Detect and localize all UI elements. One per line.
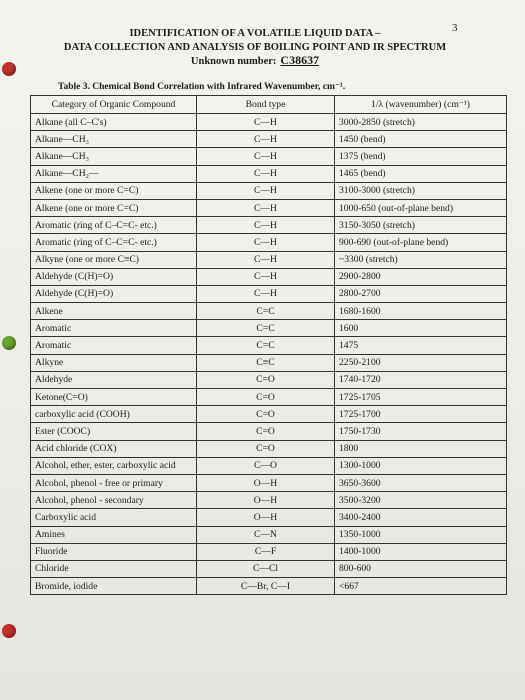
bond-type-cell: C=O [197, 440, 335, 457]
wavenumber-cell: 3000-2850 (stretch) [335, 114, 507, 131]
table-row [31, 199, 507, 216]
compound-category-cell: Alcohol, phenol - secondary [31, 492, 197, 509]
compound-category-cell: Aldehyde (C(H)=O) [31, 285, 197, 302]
page-number: 3 [452, 22, 458, 34]
compound-category-cell: Alkyne (one or more C≡C) [31, 251, 197, 268]
bond-type-cell: C—N [197, 526, 335, 543]
bond-type-cell: C—H [197, 251, 335, 268]
column-header-category: Category of Organic Compound [31, 96, 197, 114]
table-row [31, 114, 507, 131]
table-header-row [31, 96, 507, 114]
table-row [31, 440, 507, 457]
header-title-line-1: IDENTIFICATION OF A VOLATILE LIQUID DATA – [129, 28, 381, 39]
compound-category-cell: Alkane (all C–C's) [31, 114, 197, 131]
compound-category-cell: Aromatic (ring of C–C=C- etc.) [31, 234, 197, 251]
compound-category-cell: Chloride [31, 560, 197, 577]
bond-type-cell: C—H [197, 217, 335, 234]
bond-type-cell: C=O [197, 406, 335, 423]
bond-type-cell: C—Cl [197, 560, 335, 577]
bond-type-cell: C=O [197, 389, 335, 406]
compound-category-cell: carboxylic acid (COOH) [31, 406, 197, 423]
wavenumber-cell: 1400-1000 [335, 543, 507, 560]
table-row [31, 492, 507, 509]
table-row [31, 389, 507, 406]
compound-category-cell: Alkane—CH₃ [31, 148, 197, 165]
wavenumber-cell: 2250-2100 [335, 354, 507, 371]
compound-category-cell: Ketone(C=O) [31, 389, 197, 406]
wavenumber-cell: 3650-3600 [335, 474, 507, 491]
bond-type-cell: C—H [197, 285, 335, 302]
unknown-number-value: C38637 [280, 53, 320, 67]
bond-type-cell: C≡C [197, 354, 335, 371]
compound-category-cell: Alkyne [31, 354, 197, 371]
wavenumber-cell: 1375 (bend) [335, 148, 507, 165]
wavenumber-cell: 900-690 (out-of-plane bend) [335, 234, 507, 251]
table-row [31, 217, 507, 234]
table-row [31, 131, 507, 148]
wavenumber-cell: 3150-3050 (stretch) [335, 217, 507, 234]
table-row [31, 182, 507, 199]
table-row [31, 560, 507, 577]
compound-category-cell: Alkene (one or more C=C) [31, 182, 197, 199]
document-header [40, 27, 470, 69]
bond-type-cell: C—H [197, 148, 335, 165]
bond-type-cell: C—F [197, 543, 335, 560]
table-row [31, 526, 507, 543]
wavenumber-cell: 1350-1000 [335, 526, 507, 543]
bond-type-cell: O—H [197, 492, 335, 509]
wavenumber-cell: 3500-3200 [335, 492, 507, 509]
wavenumber-cell: 1450 (bend) [335, 131, 507, 148]
header-title-line-2: DATA COLLECTION AND ANALYSIS OF BOILING POINT AND IR SPECTRUM [63, 41, 447, 53]
compound-category-cell: Alcohol, phenol - free or primary [31, 474, 197, 491]
wavenumber-cell: 3100-3000 (stretch) [335, 182, 507, 199]
bond-type-cell: C—H [197, 199, 335, 216]
wavenumber-cell: 1465 (bend) [335, 165, 507, 182]
wavenumber-cell: ~3300 (stretch) [335, 251, 507, 268]
bond-correlation-table [30, 95, 507, 595]
compound-category-cell: Alkane—CH₃ [31, 131, 197, 148]
table-row [31, 371, 507, 388]
table-row [31, 337, 507, 354]
bond-type-cell: C=O [197, 371, 335, 388]
compound-category-cell: Alcohol, ether, ester, carboxylic acid [31, 457, 197, 474]
wavenumber-cell: 1800 [335, 440, 507, 457]
binder-hole [2, 624, 16, 638]
table-row [31, 578, 507, 595]
bond-type-cell: C—O [197, 457, 335, 474]
table-row [31, 543, 507, 560]
wavenumber-cell: 2900-2800 [335, 268, 507, 285]
compound-category-cell: Fluoride [31, 543, 197, 560]
compound-category-cell: Ester (COOC) [31, 423, 197, 440]
binder-hole [2, 62, 16, 76]
table-row [31, 423, 507, 440]
bond-type-cell: C—Br, C—I [197, 578, 335, 595]
bond-type-cell: C—H [197, 182, 335, 199]
bond-type-cell: C—H [197, 234, 335, 251]
bond-type-cell: C—H [197, 131, 335, 148]
bond-type-cell: O—H [197, 474, 335, 491]
wavenumber-cell: 1725-1705 [335, 389, 507, 406]
wavenumber-cell: 1600 [335, 320, 507, 337]
wavenumber-cell: 1725-1700 [335, 406, 507, 423]
compound-category-cell: Alkene (one or more C=C) [31, 199, 197, 216]
table-row [31, 509, 507, 526]
column-header-wavenumber: 1/λ (wavenumber) (cm⁻¹) [335, 96, 507, 114]
table-row [31, 285, 507, 302]
table-row [31, 474, 507, 491]
table-row [31, 148, 507, 165]
unknown-number-line [40, 54, 470, 69]
bond-type-cell: C—H [197, 268, 335, 285]
compound-category-cell: Amines [31, 526, 197, 543]
wavenumber-cell: 3400-2400 [335, 509, 507, 526]
binder-hole [2, 336, 16, 350]
wavenumber-cell: 1000-650 (out-of-plane bend) [335, 199, 507, 216]
compound-category-cell: Acid chloride (COX) [31, 440, 197, 457]
compound-category-cell: Alkene [31, 303, 197, 320]
bond-type-cell: C—H [197, 165, 335, 182]
wavenumber-cell: 2800-2700 [335, 285, 507, 302]
table-row [31, 268, 507, 285]
table-row [31, 251, 507, 268]
table-row [31, 457, 507, 474]
compound-category-cell: Aldehyde (C(H)=O) [31, 268, 197, 285]
compound-category-cell: Alkane—CH₂— [31, 165, 197, 182]
table-row [31, 354, 507, 371]
bond-type-cell: C=C [197, 320, 335, 337]
bond-type-cell: C=O [197, 423, 335, 440]
wavenumber-cell: 1680-1600 [335, 303, 507, 320]
compound-category-cell: Bromide, iodide [31, 578, 197, 595]
table-row [31, 303, 507, 320]
table-row [31, 165, 507, 182]
table-row [31, 320, 507, 337]
compound-category-cell: Aromatic [31, 320, 197, 337]
wavenumber-cell: <667 [335, 578, 507, 595]
column-header-bond-type: Bond type [197, 96, 335, 114]
wavenumber-cell: 1750-1730 [335, 423, 507, 440]
compound-category-cell: Aldehyde [31, 371, 197, 388]
compound-category-cell: Carboxylic acid [31, 509, 197, 526]
compound-category-cell: Aromatic (ring of C–C=C- etc.) [31, 217, 197, 234]
unknown-number-label: Unknown number: [190, 56, 277, 67]
table-row [31, 234, 507, 251]
wavenumber-cell: 1475 [335, 337, 507, 354]
compound-category-cell: Aromatic [31, 337, 197, 354]
wavenumber-cell: 800-600 [335, 560, 507, 577]
bond-type-cell: O—H [197, 509, 335, 526]
bond-type-cell: C=C [197, 337, 335, 354]
table-caption: Table 3. Chemical Bond Correlation with Infrared Wavenumber, cm⁻¹. [58, 82, 346, 92]
bond-type-cell: C=C [197, 303, 335, 320]
wavenumber-cell: 1740-1720 [335, 371, 507, 388]
wavenumber-cell: 1300-1000 [335, 457, 507, 474]
table-row [31, 406, 507, 423]
bond-type-cell: C—H [197, 114, 335, 131]
table-body [31, 114, 507, 595]
